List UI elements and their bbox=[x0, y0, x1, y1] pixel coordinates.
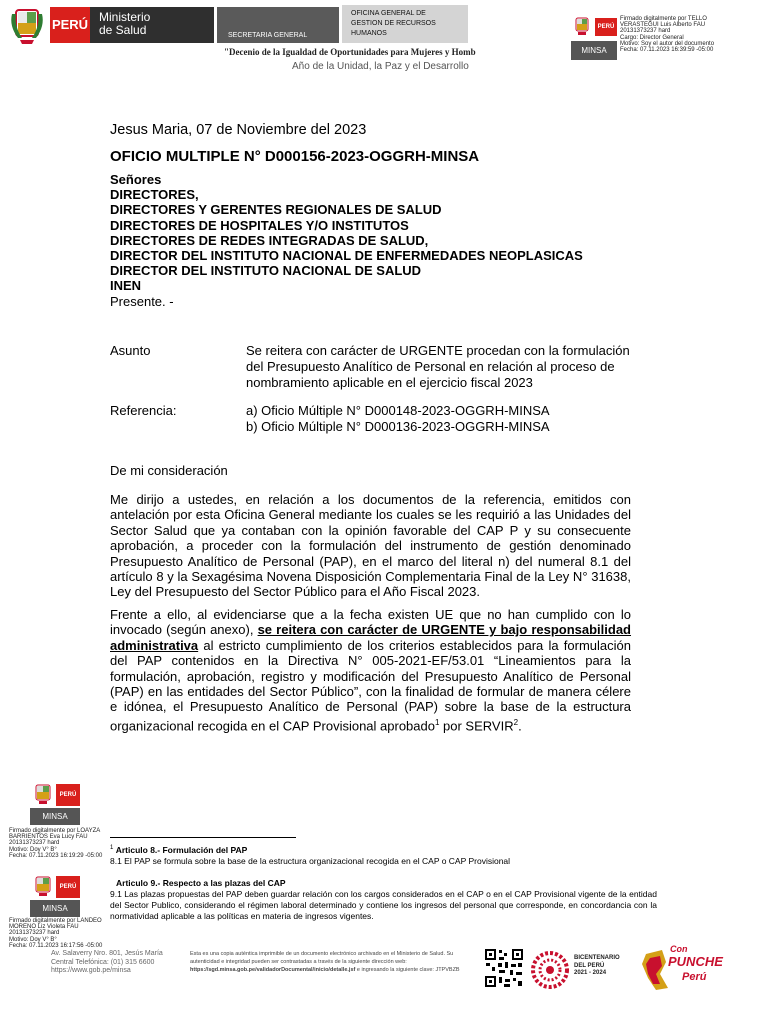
paragraph-1: Me dirijo a ustedes, en relación a los documentos de la referencia, emitidos con antelación por esta Oficina General mediante los cuales se les requirió a las Unidades del Sector Salud que ya contaban con la opinión favorable del CAP P y su consecuente aprobación, a proceder con la formulación del instrumento de gestión denominado Presupuesto Analítico de Personal (PAP), en el marco del literal n) del numeral 8.1 del artículo 8 y la Sexagésima Novena Disposición Complementaria Final de la Ley N° 31638, Ley del Presupuesto del Sector Público para el Año Fiscal 2023. bbox=[110, 492, 631, 600]
digital-signature-stamp-2 bbox=[30, 873, 80, 917]
referencia-list: a) Oficio Múltiple N° D000148-2023-OGGRH-MINSA b) Oficio Múltiple N° D000136-2023-OGGRH-MINSA bbox=[246, 403, 550, 434]
digital-signature-stamp-top bbox=[571, 14, 617, 60]
oficio-number: OFICIO MULTIPLE N° D000156-2023-OGGRH-MINSA bbox=[110, 148, 480, 165]
peru-coat-of-arms-icon bbox=[33, 875, 53, 897]
footer-verification-note: Esta es una copia auténtica imprimible de un documento electrónico archivado en el Ministerio de Salud. Su autenticidad e integridad pueden ser contrastadas a través de la siguiente dirección web: https://sgd.minsa.gob.pe/validadorDocumental/inicio/detalle.jsf e ingresando la siguiente clave: JTPVBZB bbox=[190, 951, 460, 973]
salutation-senores: Señores bbox=[110, 172, 162, 187]
referencia-label: Referencia: bbox=[110, 403, 177, 418]
signature-details-top: Firmado digitalmente por TELLO VERASTEGUI Luis Alberto FAU 20131373237 hard Cargo: Director General Motivo: Soy el autor del documento Fecha: 07.11.2023 16:39:59 -05:00 bbox=[620, 16, 715, 54]
peru-badge: PERÚ bbox=[50, 7, 90, 43]
secretaria-general-label: SECRETARIA GENERAL bbox=[217, 7, 339, 43]
recipients-block bbox=[110, 172, 583, 309]
oficina-general-label: OFICINA GENERAL DE GESTION DE RECURSOS HUMANOS bbox=[342, 5, 468, 43]
footnote-ref-2[interactable]: 2 bbox=[513, 717, 519, 727]
peru-badge: PERÚ bbox=[56, 784, 80, 806]
presente-line: Presente. - bbox=[110, 293, 174, 309]
year-name-heading: Año de la Unidad, la Paz y el Desarrollo bbox=[292, 61, 469, 72]
peru-coat-of-arms-icon bbox=[8, 4, 46, 46]
minsa-badge: MINSA bbox=[571, 41, 617, 60]
paragraph-2: Frente a ello, al evidenciarse que a la fecha existen UE que no han cumplido con lo invocado (según anexo), se reitera con carácter de URGENTE y bajo responsabilidad administrativa al estricto cumplimiento de los criterios establecidos para la formulación del PAP contenidos en la Directiva N° 005-2021-EF/53.01 “Lineamientos para la formulación, aprobación, registro y modificación del Presupuesto Analítico de Personal (PAP) en las entidades del Sector Público”, con la finalidad de formular de manera célere e idónea, el Presupuesto Analítico de Personal (PAP) sobre la base de la estructura organizacional recogida en el CAP Provisional aprobado$^1$ por SERVIR$^2$. bbox=[110, 607, 632, 734]
minsa-badge: MINSA bbox=[30, 808, 80, 825]
ministerio-de-salud-label: Ministerio de Salud bbox=[90, 7, 214, 43]
greeting: De mi consideración bbox=[110, 463, 228, 478]
signature-details-2: Firmado digitalmente por LANDEO MORENO Liz Violeta FAU 20131373237 hard Motivo: Doy V° B° Fecha: 07.11.2023 16:17:56 -05:00 bbox=[9, 918, 103, 949]
recipient-line: DIRECTORES DE HOSPITALES Y/O INSTITUTOS bbox=[110, 217, 409, 233]
peru-badge: PERÚ bbox=[56, 876, 80, 898]
asunto-label: Asunto bbox=[110, 343, 151, 358]
footnote-separator bbox=[110, 837, 296, 838]
bicentenario-logo-icon bbox=[530, 950, 570, 990]
con-punche-peru-logo: Con PUNCHE Perú bbox=[640, 944, 728, 994]
footnote-ref-1[interactable]: 1 bbox=[434, 717, 440, 727]
recipient-line: DIRECTOR DEL INSTITUTO NACIONAL DE ENFERMEDADES NEOPLASICAS bbox=[110, 248, 583, 264]
verification-url-link[interactable]: https://sgd.minsa.gob.pe/validadorDocumental/inicio/detalle.jsf bbox=[190, 967, 356, 973]
decenio-heading: "Decenio de la Igualdad de Oportunidades para Mujeres y Homb bbox=[224, 47, 476, 57]
peru-coat-of-arms-icon bbox=[33, 783, 53, 805]
recipient-line: INEN bbox=[110, 278, 142, 294]
peru-badge: PERÚ bbox=[595, 18, 617, 36]
signature-details-1: Firmado digitalmente por LOAYZA BARRIENTOS Eva Lucy FAU 20131373237 hard Motivo: Doy V° B° Fecha: 07.11.2023 16:19:29 -05:00 bbox=[9, 828, 103, 859]
recipient-line: DIRECTORES Y GERENTES REGIONALES DE SALUD bbox=[110, 202, 442, 218]
recipient-line: DIRECTOR DEL INSTITUTO NACIONAL DE SALUD bbox=[110, 263, 422, 279]
footnote-1: $^1$ Articulo 8.- Formulación del PAP 8.1 El PAP se formula sobre la base de la estructura organizacional recogida en el CAP o CAP Provisional bbox=[110, 844, 511, 866]
urgent-emphasis: se reitera con carácter de URGENTE y bajo responsabilidad administrativa bbox=[110, 622, 632, 653]
asunto-text: Se reitera con carácter de URGENTE procedan con la formulación del Presupuesto Analítico de Personal en relación al proceso de nombramiento aplicable en el ejercicio fiscal 2023 bbox=[246, 343, 630, 390]
bicentenario-label: BICENTENARIO DEL PERÚ 2021 - 2024 bbox=[574, 955, 620, 976]
peru-coat-of-arms-icon bbox=[573, 16, 591, 36]
qr-code-icon bbox=[484, 948, 524, 988]
minsa-badge: MINSA bbox=[30, 900, 80, 917]
digital-signature-stamp-1 bbox=[30, 781, 80, 825]
recipient-line: DIRECTORES, bbox=[110, 187, 199, 203]
footnote-2: Articulo 9.- Respecto a las plazas del CAP 9.1 Las plazas propuestas del PAP deben guardar relación con los cargos considerados en el CAP o en el CAP Provisional vigente de la entidad del Sector Publico, considerando el régimen laboral determinado y contiene los ingresos del personal que corresponde, en concordancia con la normatividad aplicable a las políticas en materia de ingresos vigentes. bbox=[110, 878, 657, 921]
footer-website-link[interactable]: https://www.gob.pe/minsa bbox=[51, 967, 131, 974]
footer-address: Av. Salaverry Nro. 801, Jesús María Central Telefónica: (01) 315 6600 https://www.gob.pe/minsa bbox=[51, 950, 163, 974]
letter-date: Jesus Maria, 07 de Noviembre del 2023 bbox=[110, 122, 367, 138]
recipient-line: DIRECTORES DE REDES INTEGRADAS DE SALUD, bbox=[110, 232, 429, 248]
